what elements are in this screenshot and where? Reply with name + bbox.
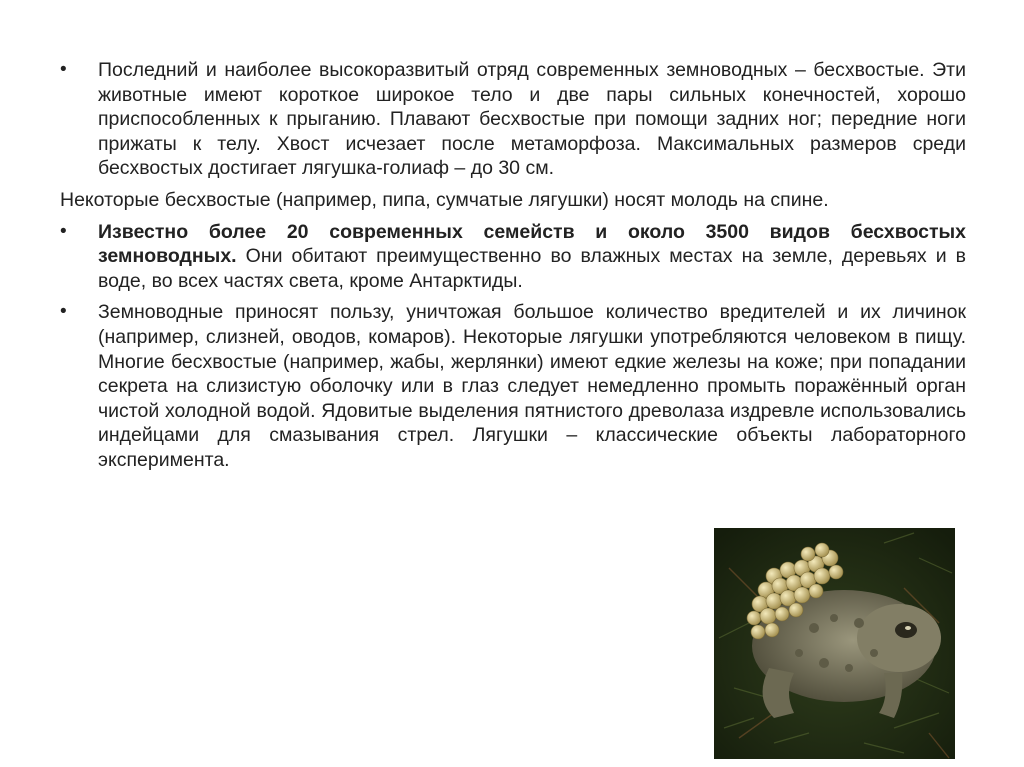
bullet-item — [60, 58, 966, 181]
bullet-marker: • — [60, 301, 67, 323]
midwife-toad-photo — [714, 528, 955, 759]
plain-paragraph: Некоторые бесхвостые (например, пипа, сумчатые лягушки) носят молодь на спине. — [60, 188, 829, 211]
bullet-text — [98, 220, 966, 294]
bullet-regular-text: Они обитают преимущественно во влажных местах на земле, деревьях и в воде, во всех частях света, кроме Антарктиды. — [98, 245, 966, 292]
bullet-marker: • — [60, 220, 67, 242]
slide-text — [60, 58, 966, 480]
bullet-item — [60, 220, 966, 294]
bullet-text: Последний и наиболее высокоразвитый отряд современных земноводных – бесхвостые. Эти животные имеют короткое широкое тело и две пары сильных конечностей, хорошо приспособленных к прыганию. Плавают бесхвостые при помощи задних ног; передние ноги прижаты к телу. Хвост исчезает после метаморфоза. Максимальных размеров среди бесхвостых достигает лягушка-голиаф – до 30 см. — [98, 59, 966, 180]
bullet-bold-text: Известно более 20 современных семейств и около 3500 видов бесхвостых земноводных. — [98, 220, 966, 268]
bullet-marker: • — [60, 59, 67, 80]
toad-illustration — [714, 528, 955, 759]
bullet-text: Земноводные приносят пользу, уничтожая большое количество вредителей и их личинок (например, слизней, оводов, комаров). Некоторые лягушки употребляются человеком в пищу. Многие бесхвостые (например, жабы, жерлянки) имеют едкие железы на коже; при попадании секрета на слизистую оболочку или в глаз следует немедленно промыть поражённый орган чистой холодной водой. Ядовитые выделения пятнистого древолаза издревле использовались индейцами для смазывания стрел. Лягушки – классические объекты лабораторного эксперимента. — [98, 301, 966, 471]
bullet-item — [60, 300, 966, 472]
